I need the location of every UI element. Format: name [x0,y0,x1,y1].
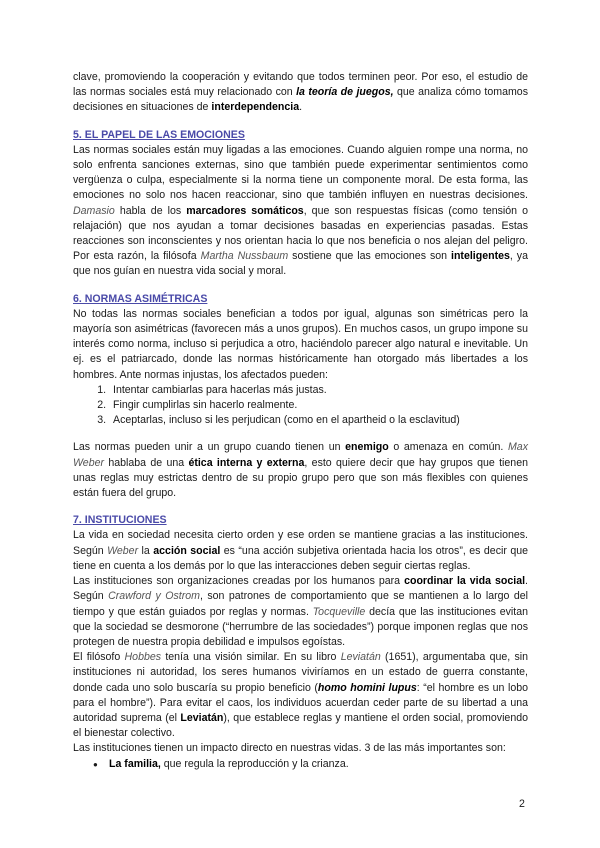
list-item: 2. Fingir cumplirlas sin hacerlo realmente. [109,398,528,413]
section-6-heading: 6. NORMAS ASIMÉTRICAS [73,292,208,305]
text: Las normas sociales están muy ligadas a las emociones. Cuando alguien rompe una norma, no solo enfrenta sanciones externas, sino que también puede experimentar sentimientos como vergüenza o culpa, especialmente si la norma tiene un componente moral. De esta forma, las emociones no solo nos hacen reaccionar, sino que también influyen en nuestras decisiones. [73,143,528,202]
text: que regula la reproducción y la crianza. [160,757,349,770]
coordinate-social-life-term: coordinar la vida social [404,575,526,588]
leviatan-term: Leviatán [180,711,224,724]
text: El filósofo [73,651,125,664]
ethics-term: ética interna y externa [188,456,305,469]
text: hablaba de una [104,456,189,469]
text: (1651), argumentaba que, sin instituciones ni autoridad, los seres humanos viviríamos en un estado de guerra constante, donde cada uno solo buscaría su propio beneficio ( [73,651,528,694]
intelligent-term: inteligentes [451,250,510,263]
author-weber: Weber [107,544,139,557]
section-7-paragraph-3 [73,650,528,741]
text: . [299,101,303,114]
text: habla de los [114,204,187,217]
text: es “una acción subjetiva orientada hacia los otros”, es decir que tiene en cuenta a los demás por lo que las interacciones deben seguir ciertas reglas. [73,544,528,572]
section-6-paragraph-2 [73,440,528,501]
institutions-list [73,757,528,772]
section-5-heading: 5. EL PAPEL DE LAS EMOCIONES [73,128,245,141]
author-crawford-ostrom: Crawford y Ostrom [108,590,200,603]
section-7-heading: 7. INSTITUCIONES [73,514,167,527]
text: ), que establece reglas y mantiene el orden social, promoviendo el bienestar colectivo. [73,711,528,740]
text: Las normas pueden unir a un grupo cuando tienen un [73,441,346,454]
section-7-paragraph-4: Las instituciones tienen un impacto directo en nuestras vidas. 3 de las más importantes son: [73,742,506,755]
affected-options-list [73,383,528,429]
document-page [73,70,528,772]
text: : “el hombre es un lobo para el hombre”). Para evitar el caos, los individuos acuerdan ceder parte de su libertad a una autoridad suprema (el [73,681,528,724]
text: decía que las instituciones evitan que la sociedad se desmorone (“herrumbre de las sociedades”) porque imponen reglas que nos protegen de nuestra propia debilidad e impulsos egoístas. [73,605,528,648]
author-tocqueville: Tocqueville [312,605,366,618]
text: , ya que nos guían en nuestra vida social y moral. [73,250,528,278]
enemy-term: enemigo [345,441,389,454]
homo-homini-lupus-term: homo homini lupus [317,681,417,694]
text: . Según [73,575,528,603]
text: , esto quiere decir que hay grupos que tienen unas reglas muy estrictas dentro de su propio grupo pero que son más flexibles con quienes están fuera del grupo. [73,456,528,500]
section-6-paragraph-1: No todas las normas sociales benefician a todos por igual, algunas son simétricas pero la mayoría son asimétricas (favorecen más a unos grupos). En muchos casos, un grupo impone su interés como norma, incluso si perjudica a otro, haciéndolo parecer algo natural e inevitable. Un ej. es el patriarcado, donde las normas históricamente han otorgado más libertades a los hombres. Ante normas injustas, los afectados pueden: [73,307,528,381]
section-5-paragraph [73,143,528,280]
page-number: 2 [519,798,525,810]
book-leviatan: Leviatán [340,651,381,664]
text: , son patrones de comportamiento que se mantienen a lo largo del tiempo y que están guiados por reglas y normas. [73,590,528,618]
text: la [138,544,154,557]
intro-paragraph [73,70,528,116]
text: que analiza cómo tomamos decisiones en situaciones de [73,86,528,114]
author-damasio: Damasio [73,204,115,217]
text: , que son respuestas físicas (como tensión o relajación) que nos ayudan a tomar decisiones basadas en experiencias pasadas. Estas reacciones son inconscientes y nos orientan hacia lo que nos beneficia o nos alejan del peligro. Por esta razón, la filósofa [73,204,528,263]
author-nussbaum: Martha Nussbaum [200,250,289,263]
author-max-weber: Max Weber [73,441,528,469]
section-7-paragraph-2 [73,574,528,650]
text: tenía una visión similar. En su libro [161,651,341,664]
game-theory-term: la teoría de juegos, [296,86,394,99]
list-item: 1. Intentar cambiarlas para hacerlas más justas. [109,383,528,398]
text: Las instituciones son organizaciones creadas por los humanos para [73,575,405,588]
list-item: 3. Aceptarlas, incluso si les perjudican (como en el apartheid o la esclavitud) [109,413,528,428]
text: clave, promoviendo la cooperación y evitando que todos terminen peor. Por eso, el estudio de las normas sociales está muy relacionado con [73,71,528,99]
text: La vida en sociedad necesita cierto orden y ese orden se mantiene gracias a las instituciones. Según [73,529,528,557]
author-hobbes: Hobbes [124,651,162,664]
somatic-markers-term: marcadores somáticos [186,204,304,217]
list-item [109,757,528,772]
interdependence-term: interdependencia [211,101,300,114]
social-action-term: acción social [153,544,221,557]
text: sostiene que las emociones son [288,250,452,263]
family-term: La familia, [109,757,161,770]
section-7-paragraph-1 [73,528,528,574]
text: o amenaza en común. [388,441,508,454]
